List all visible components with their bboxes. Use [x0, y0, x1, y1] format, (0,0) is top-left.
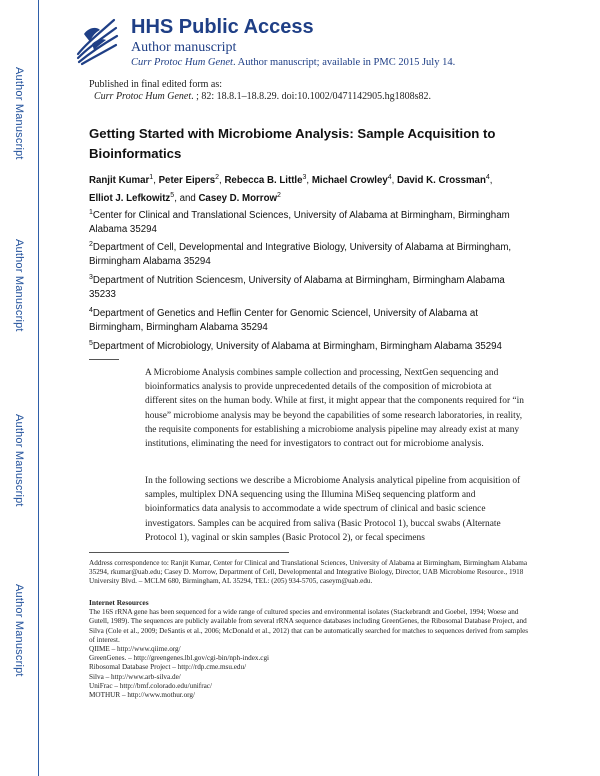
resource-link[interactable]: http://www.mothur.org/ [127, 691, 196, 700]
affiliation: $^1$Center for Clinical and Translational Sciences, University of Alabama at Birmingham, Birmingham Alabama 35294 [89, 209, 510, 236]
resource-link-item: QIIME – http://www.qiime.org/ [89, 645, 181, 654]
internet-resources [89, 598, 529, 700]
author-name[interactable]: Elliot J. Lefkowitz$^5$ [89, 192, 175, 205]
resource-link-item: Ribosomal Database Project – http://rdp.cme.msu.edu/ [89, 663, 247, 672]
publication-details: . ; 82: 18.8.1–18.8.29. doi:10.1002/0471142905.hg1808s82. [191, 91, 432, 102]
internet-resources-text: The 16S rRNA gene has been sequenced for a wide range of cultured species and environmental isolates (Stackebrandt and Goebel, 1994; Woese and Gutell, 1989). The sequences are publicly available from several rRNA sequence databases including GreenGenes, the Ribosomal Database Project, and Silva (Cole et al., 2009; DeSantis et al., 2006; McDonald et al., 2012) that can be automatically searched for matches to sequences derived from samples of interest. [89, 608, 529, 644]
affiliation: $^3$Department of Nutrition Sciencesm, University of Alabama at Birmingham, Birmingham Alabama 35233 [89, 274, 505, 301]
resource-link[interactable]: http://rdp.cme.msu.edu/ [177, 663, 247, 672]
resource-link[interactable]: http://greengenes.lbl.gov/cgi-bin/nph-index.cgi [133, 654, 270, 663]
resource-link-item: UniFrac – http://bmf.colorado.edu/unifrac/ [89, 681, 212, 690]
hhs-public-access-title: HHS Public Access [131, 16, 314, 38]
affiliation: $^4$Department of Genetics and Heflin Center for Genomic Sciencel, University of Alabama at Birmingham, Birmingham Alabama 35294 [89, 307, 478, 334]
sidebar-label: Author Manuscript [13, 413, 25, 507]
resource-link[interactable]: http://www.qiime.org/ [116, 645, 181, 654]
citation-availability: . Author manuscript; available in PMC 2015 July 14. [232, 57, 456, 68]
affiliation: $^5$Department of Microbiology, University of Alabama at Birmingham, Birmingham Alabama 35294 [89, 340, 502, 353]
sidebar-label: Author Manuscript [13, 583, 25, 677]
affiliation-divider [89, 359, 119, 360]
author-name[interactable]: Michael Crowley$^4$ [311, 174, 392, 187]
footnote-divider [89, 552, 289, 553]
publication-journal: Curr Protoc Hum Genet [94, 91, 192, 102]
author-manuscript-sidebar [0, 0, 39, 776]
author-name[interactable]: Peter Eipers$^2$ [158, 174, 220, 187]
sidebar-label: Author Manuscript [13, 238, 25, 332]
publication-info [89, 79, 431, 103]
resource-link-item: Silva – http://www.arb-silva.de/ [89, 672, 181, 681]
resource-link-item: MOTHUR – http://www.mothur.org/ [89, 691, 196, 700]
author-list: Ranjit Kumar$^1$, Peter Eipers$^2$, Rebecca B. Little$^3$, Michael Crowley$^4$, David K. Crossman$^4$, Elliot J. Lefkowitz$^5$, and Casey D. Morrow$^2$ [89, 174, 493, 205]
resource-link[interactable]: http://bmf.colorado.edu/unifrac/ [119, 681, 212, 690]
sidebar-label: Author Manuscript [13, 66, 25, 160]
resource-link-item: GreenGenes. – http://greengenes.lbl.gov/cgi-bin/nph-index.cgi [89, 654, 270, 663]
author-name[interactable]: David K. Crossman$^4$ [397, 174, 490, 187]
header-citation [131, 57, 455, 68]
author-name[interactable]: Casey D. Morrow$^2$ [198, 192, 281, 205]
author-name[interactable]: Ranjit Kumar$^1$ [89, 174, 154, 187]
author-manuscript-subtitle: Author manuscript [131, 40, 237, 55]
abstract-paragraph: In the following sections we describe a Microbiome Analysis analytical pipeline from acquisition of samples, multiplex DNA sequencing using the Illumina MiSeq sequencing platform and bioinformatics data analysis to accommodate a wide spectrum of clinical and basic science investigators. Samples can be acquired from saliva (Basic Protocol 1), buccal swabs (Alternate Protocol 1), vaginal or skin samples (Basic Protocol 2), or fecal specimens [145, 476, 521, 543]
citation-journal[interactable]: Curr Protoc Hum Genet [131, 57, 233, 68]
author-name[interactable]: Rebecca B. Little$^3$ [224, 174, 307, 187]
resource-link[interactable]: http://www.arb-silva.de/ [110, 672, 181, 681]
hhs-eagle-logo [70, 14, 122, 66]
publication-label: Published in final edited form as: [89, 79, 223, 90]
abstract-paragraph: A Microbiome Analysis combines sample collection and processing, NextGen sequencing and bioinformatics analysis to provide unprecedented details of the composition of microbiota at different sites on the human body. While at first, it might appear that the components required for “in house” microbiome analysis may be beyond the capabilities of some research laboratories, in reality, the requisite components for establishing a microbiome analysis pipeline may already exist at many institutions, eliminating the need for investigators to contract out for microbiome analysis. [145, 368, 524, 450]
article-title: Getting Started with Microbiome Analysis: Sample Acquisition to Bioinformatics [89, 126, 496, 161]
affiliation: $^2$Department of Cell, Developmental and Integrative Biology, University of Alabama at Birmingham, Birmingham Alabama 35294 [89, 241, 512, 268]
publication-citation [89, 91, 431, 103]
internet-resources-heading: Internet Resources [89, 598, 149, 607]
correspondence-footnote: Address correspondence to: Ranjit Kumar, Center for Clinical and Translational Sciences, University of Alabama at Birmingham, Birmingham Alabama 35294, rkumar@uab.edu; Casey D. Morrow, Department of Cell, Developmental and Integrative Biology, Director, UAB Microbiome Resource., 1918 University Blvd. – MCLM 680, Birmingham, AL 35294, TEL: (205) 934-5705, caseym@uab.edu. [89, 559, 528, 586]
